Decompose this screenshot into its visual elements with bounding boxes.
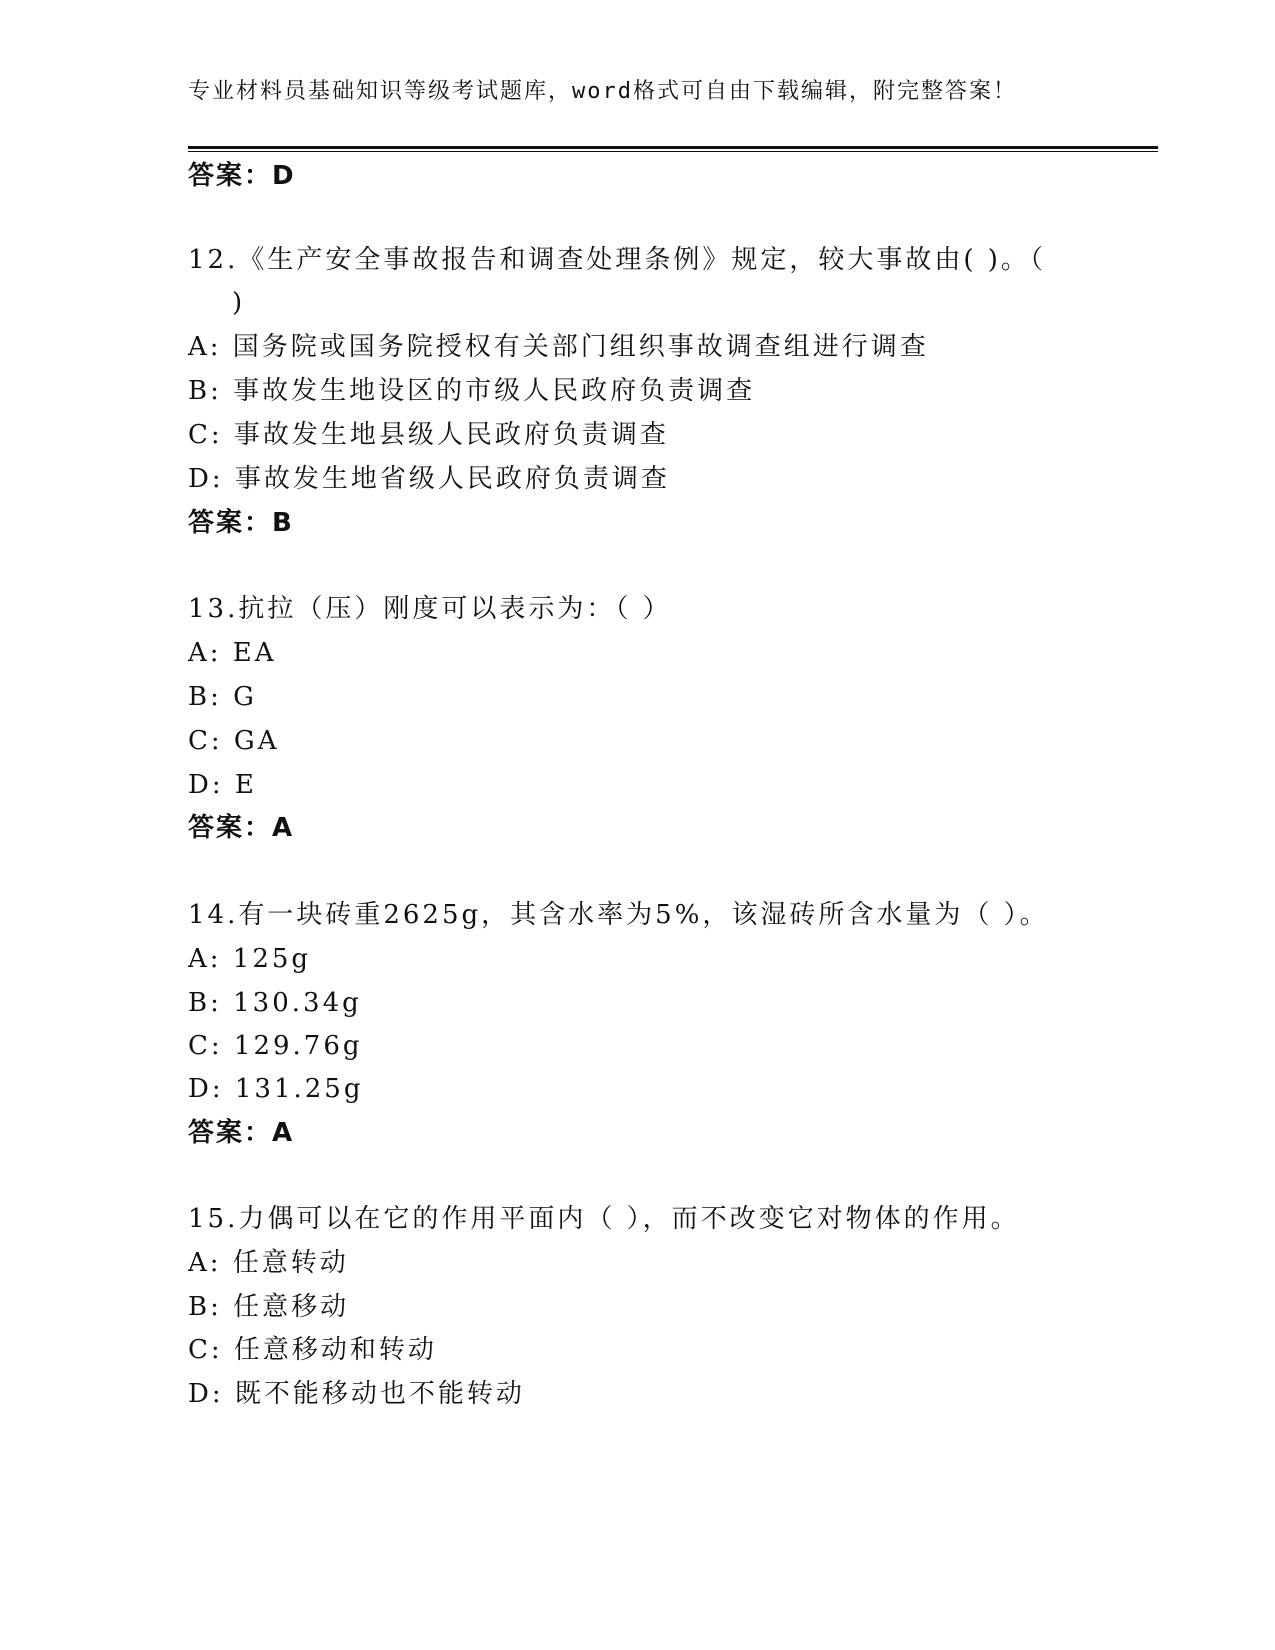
question-15-option-c: C: 任意移动和转动 xyxy=(188,1335,437,1365)
question-14-option-b: B: 130.34g xyxy=(188,988,362,1018)
question-14-option-c: C: 129.76g xyxy=(188,1031,363,1061)
question-12-stem: 12.《生产安全事故报告和调查处理条例》规定，较大事故由( )。（ xyxy=(188,245,1046,275)
question-13-answer: 答案：A xyxy=(188,813,295,843)
question-14-stem: 14.有一块砖重2625g，其含水率为5%，该湿砖所含水量为（ ）。 xyxy=(188,900,1049,930)
question-15-stem: 15.力偶可以在它的作用平面内（ ），而不改变它对物体的作用。 xyxy=(188,1204,1020,1234)
question-15-option-a: A: 任意转动 xyxy=(188,1248,349,1278)
answer-prev: 答案：D xyxy=(188,161,296,191)
question-14-option-a: A: 125g xyxy=(188,944,312,974)
question-13-option-a: A: EA xyxy=(188,638,277,668)
question-12-option-b: B: 事故发生地设区的市级人民政府负责调查 xyxy=(188,376,756,406)
question-13-stem: 13.抗拉（压）刚度可以表示为：（ ） xyxy=(188,594,672,624)
question-14-option-d: D: 131.25g xyxy=(188,1074,364,1104)
question-13-option-c: C: GA xyxy=(188,726,280,756)
question-12-option-d: D: 事故发生地省级人民政府负责调查 xyxy=(188,464,670,494)
question-15-option-b: B: 任意移动 xyxy=(188,1292,350,1322)
question-12-option-c: C: 事故发生地县级人民政府负责调查 xyxy=(188,420,669,450)
header-rule-thin xyxy=(188,151,1158,152)
page-header: 专业材料员基础知识等级考试题库，word格式可自由下载编辑，附完整答案！ xyxy=(188,79,1017,104)
question-12-option-a: A: 国务院或国务院授权有关部门组织事故调查组进行调查 xyxy=(188,332,929,362)
question-12-answer: 答案：B xyxy=(188,508,294,538)
question-13-option-b: B: G xyxy=(188,682,257,712)
question-15-option-d: D: 既不能移动也不能转动 xyxy=(188,1379,525,1409)
header-rule-thick xyxy=(188,146,1158,149)
question-13-option-d: D: E xyxy=(188,770,257,800)
question-12-stem-continued: ) xyxy=(232,288,246,318)
question-14-answer: 答案：A xyxy=(188,1118,295,1148)
